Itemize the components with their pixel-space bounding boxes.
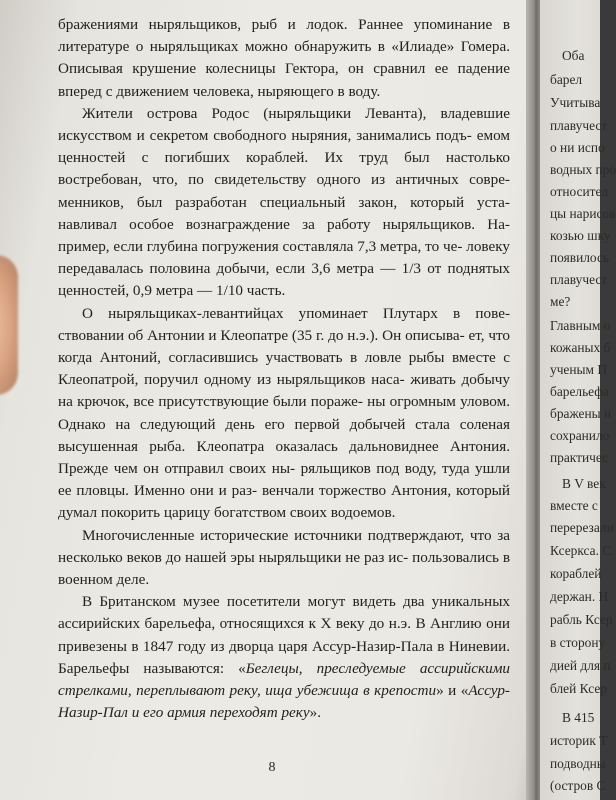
- paragraph: [58, 103, 510, 303]
- right-page-line: В 415: [562, 710, 595, 725]
- right-page-line: барел: [550, 72, 583, 87]
- right-page-line: цы нарисов: [550, 206, 616, 221]
- right-page-line: барельефа: [550, 384, 609, 399]
- text-line: они привезены в 1847 году из дворца царя Ассур-Назир-Пала: [58, 615, 510, 655]
- text-line: менников, был разработан специальный закон, который уста-: [58, 193, 510, 211]
- text-line: что за несколько веков до нашей эры ныряльщики не раз ис-: [58, 526, 511, 566]
- right-page-line: ме?: [550, 294, 571, 309]
- right-page-line: кожаных б: [550, 340, 611, 355]
- main-text-body: [58, 14, 510, 725]
- text-line: в Ниневии. Барельефы называются: «Беглецы, преследуемые: [58, 637, 510, 677]
- page-number: 8: [268, 760, 276, 775]
- text-line: бражениями ныряльщиков, рыб и лодок. Раннее упоминание: [58, 16, 493, 33]
- right-page-line: Учитыва: [550, 95, 601, 110]
- right-page-line: Оба: [562, 48, 585, 63]
- text-line: ассирийскими стрелками, переплывают реку, ища убежища: [58, 659, 510, 700]
- right-page-line: о ни испо: [550, 140, 605, 155]
- right-page-line: рабль Ксер: [550, 612, 613, 627]
- right-page-line: практичес: [550, 450, 609, 465]
- right-page-line: Главным о: [550, 318, 611, 333]
- right-page-line: кораблей: [550, 566, 602, 581]
- right-page-line: перерезали: [550, 520, 614, 535]
- right-page-line: дией для п: [550, 658, 611, 673]
- text-line: ряльщиков под воду, туда ушли ее пловцы. Именно они и раз-: [58, 460, 511, 500]
- paragraph: [58, 14, 510, 103]
- text-line: добычей стала соленая высушенная рыба. Клеопатра оказалась: [58, 415, 511, 455]
- right-page-line: козью шку: [550, 228, 611, 243]
- text-line: искусством и секретом свободного ныряния, занимались подъ-: [58, 127, 472, 145]
- text-line: ны огромным уловом. Однако на следующий день его первой: [58, 393, 510, 433]
- text-line: Многочисленные исторические источники подтверждают,: [82, 526, 465, 544]
- right-page-line: В V век: [562, 476, 606, 491]
- right-page-line: относител: [550, 184, 609, 199]
- text-line: О ныряльщиках-левантийцах упоминает Плутарх в пове-: [82, 304, 510, 322]
- right-page-line: плавучест: [550, 272, 608, 287]
- right-page-line: Ксеркса. С: [550, 543, 612, 558]
- right-page-text: [540, 0, 616, 800]
- text-line: востребован, что, по свидетельству одного из античных совре-: [58, 171, 510, 189]
- text-line: В Британском музее посетители могут видеть два уникальных: [82, 593, 510, 611]
- right-page-line: сохранило: [550, 428, 610, 443]
- right-page: [540, 0, 616, 800]
- text-line: поднятых ценностей, 0,9 метра — 1/10 часть.: [58, 260, 511, 300]
- right-page-line: держан. Н: [550, 589, 609, 604]
- thumb-occlusion: [0, 255, 18, 395]
- paragraph: [58, 525, 510, 592]
- text-line: в крепости» и «Ассур-Назир-Пал и его армия переходят реку».: [58, 682, 510, 722]
- right-page-line: водных про: [550, 162, 616, 177]
- paragraph: [58, 591, 510, 724]
- right-page-line: (остров С: [550, 778, 606, 793]
- text-line: падение вперед с движением человека, ныряющего в воду.: [58, 60, 511, 100]
- text-line: дальновиднее Антония. Прежде чем он отправил своих ны-: [58, 437, 511, 478]
- right-page-line: бражены н: [550, 406, 612, 421]
- text-line: Жители острова Родос (ныряльщики Леванта), владевшие: [82, 104, 510, 122]
- right-page-line: вместе с: [550, 498, 598, 513]
- text-line: живать добычу на крючок, все присутствующие были пораже-: [58, 371, 511, 411]
- right-page-line: подводны: [550, 756, 606, 771]
- right-page-line: историк Т: [550, 733, 608, 748]
- right-page-line: в сторону: [550, 635, 606, 650]
- paragraph: [58, 303, 510, 525]
- text-line: венчали торжество Антония, который думал покорить царицу: [58, 482, 511, 522]
- text-line: ассирийских барельефа, относящихся к X веку до н.э. В Англию: [58, 615, 482, 633]
- text-line: пользовались в военном деле.: [58, 548, 511, 589]
- right-page-line: появилось: [550, 250, 610, 265]
- text-line: емом ценностей с погибших кораблей. Их труд был настолько: [58, 127, 510, 167]
- text-line: вместе с Клеопатрой, поручил одному из ныряльщиков наса-: [58, 349, 510, 389]
- text-line: ловеку передавалась половина добычи, если 3,6 метра — 1/3 от: [58, 238, 510, 278]
- text-line: ствовании об Антонии и Клеопатре (35 г. до н.э.). Он описыва-: [58, 326, 465, 344]
- text-line: пример, если глубина погружения составляла 7,3 метра, то че-: [58, 238, 463, 256]
- right-page-line: плавучест: [550, 118, 608, 133]
- text-line: в литературе о ныряльщиках можно обнаружить в «Илиаде»: [58, 16, 511, 56]
- right-page-line: блей Ксер: [550, 681, 607, 696]
- right-page-line: ученым П: [550, 362, 608, 377]
- text-line: ет, что когда Антоний, согласившись участвовать в ловле рыбы: [58, 326, 511, 367]
- text-line: Гомера. Описывая крушение колесницы Гектора, он сравнил ее: [58, 38, 510, 78]
- text-line: навливал особое вознаграждение за работу ныряльщиков. На-: [58, 215, 510, 233]
- text-line: богатством своих водоемов.: [214, 504, 396, 522]
